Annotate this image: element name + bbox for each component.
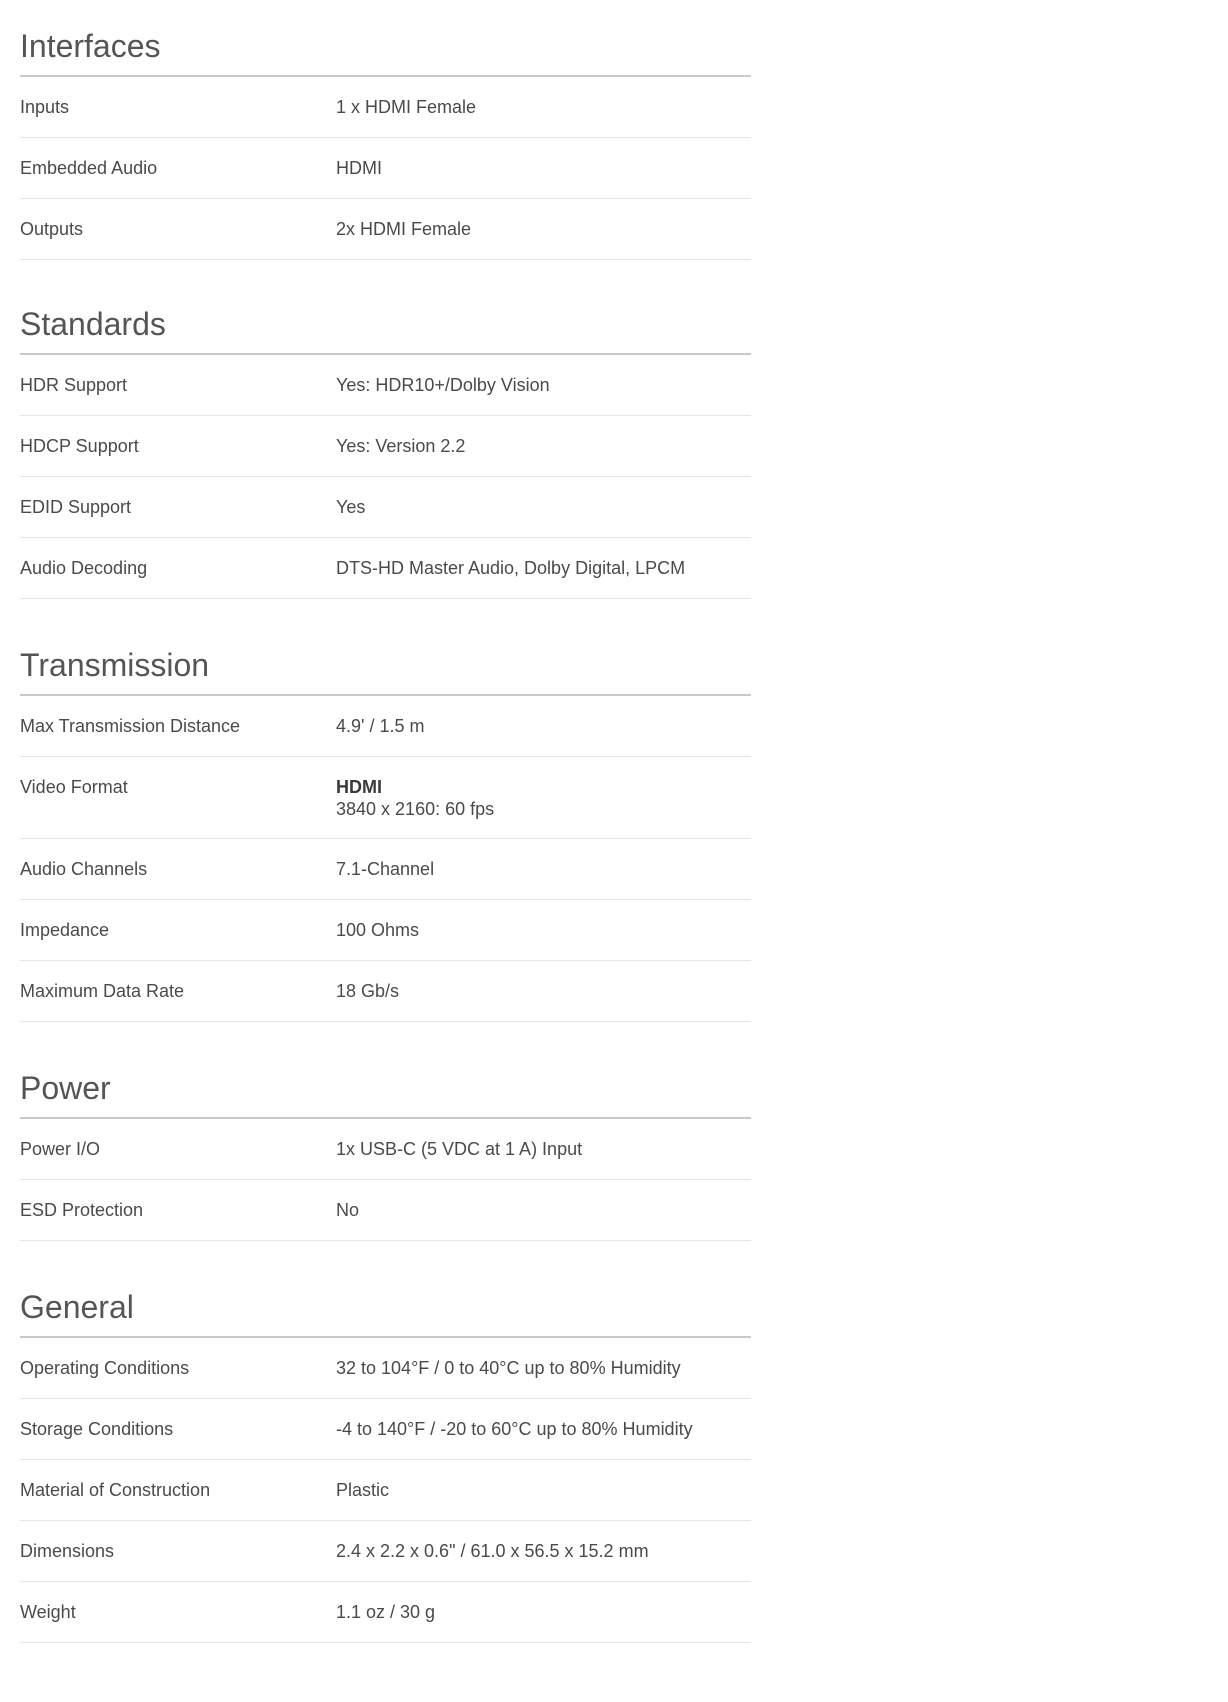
spec-label: Storage Conditions <box>20 1419 174 1439</box>
spec-value: Yes: Version 2.2 <box>336 436 466 456</box>
spec-value: DTS-HD Master Audio, Dolby Digital, LPCM <box>336 558 686 578</box>
spec-row-video-format <box>20 757 751 839</box>
spec-label: Dimensions <box>20 1541 115 1561</box>
spec-value: 1.1 oz / 30 g <box>336 1602 436 1622</box>
spec-value: 32 to 104°F / 0 to 40°C up to 80% Humidity <box>336 1358 681 1378</box>
section-general <box>20 1241 751 1643</box>
spec-row-esd-protection <box>20 1180 751 1241</box>
spec-value: 18 Gb/s <box>336 981 400 1001</box>
section-title: Standards <box>20 260 751 355</box>
spec-list <box>20 696 751 1022</box>
spec-value: HDMI <box>336 158 382 178</box>
spec-row-max-transmission-distance <box>20 696 751 757</box>
spec-label: EDID Support <box>20 497 132 517</box>
spec-row-dimensions <box>20 1521 751 1582</box>
spec-value: Yes: HDR10+/Dolby Vision <box>336 375 550 395</box>
spec-row-storage-conditions <box>20 1399 751 1460</box>
spec-row-impedance <box>20 900 751 961</box>
spec-value-heading: HDMI <box>336 777 382 797</box>
section-title: Interfaces <box>20 0 751 77</box>
spec-label: ESD Protection <box>20 1200 144 1220</box>
specifications-table <box>20 0 751 1643</box>
section-title: General <box>20 1241 751 1338</box>
spec-label: Max Transmission Distance <box>20 716 241 736</box>
spec-value: Yes <box>336 497 366 517</box>
spec-value: -4 to 140°F / -20 to 60°C up to 80% Humidity <box>336 1419 693 1439</box>
spec-row-hdr-support <box>20 355 751 416</box>
spec-list <box>20 1338 751 1643</box>
spec-row-operating-conditions <box>20 1338 751 1399</box>
section-title: Power <box>20 1022 751 1119</box>
spec-list <box>20 77 751 260</box>
spec-value-detail: 3840 x 2160: 60 fps <box>336 799 495 819</box>
spec-label: Embedded Audio <box>20 158 158 178</box>
spec-row-material-of-construction <box>20 1460 751 1521</box>
spec-row-inputs <box>20 77 751 138</box>
section-transmission <box>20 599 751 1022</box>
spec-row-embedded-audio <box>20 138 751 199</box>
spec-value: 2x HDMI Female <box>336 219 472 239</box>
spec-label: HDR Support <box>20 375 128 395</box>
spec-row-audio-channels <box>20 839 751 900</box>
section-interfaces <box>20 0 751 260</box>
section-power <box>20 1022 751 1241</box>
spec-row-outputs <box>20 199 751 260</box>
spec-value: No <box>336 1200 360 1220</box>
spec-label: Video Format <box>20 777 128 797</box>
spec-label: Material of Construction <box>20 1480 211 1500</box>
spec-row-weight <box>20 1582 751 1643</box>
spec-label: Impedance <box>20 920 110 940</box>
spec-label: Maximum Data Rate <box>20 981 185 1001</box>
spec-value <box>336 757 751 838</box>
spec-value: 2.4 x 2.2 x 0.6" / 61.0 x 56.5 x 15.2 mm <box>336 1541 649 1561</box>
spec-value: 7.1-Channel <box>336 859 435 879</box>
spec-value: 1 x HDMI Female <box>336 97 477 117</box>
spec-row-maximum-data-rate <box>20 961 751 1022</box>
spec-label: Operating Conditions <box>20 1358 190 1378</box>
spec-label: Inputs <box>20 97 70 117</box>
spec-row-hdcp-support <box>20 416 751 477</box>
section-standards <box>20 260 751 599</box>
section-title: Transmission <box>20 599 751 696</box>
spec-label: Audio Decoding <box>20 558 148 578</box>
spec-value: 1x USB-C (5 VDC at 1 A) Input <box>336 1139 583 1159</box>
spec-label: Outputs <box>20 219 84 239</box>
spec-list <box>20 1119 751 1241</box>
spec-list <box>20 355 751 599</box>
spec-value: 4.9' / 1.5 m <box>336 716 425 736</box>
spec-label: Audio Channels <box>20 859 148 879</box>
spec-value: 100 Ohms <box>336 920 420 940</box>
spec-label: Power I/O <box>20 1139 101 1159</box>
spec-row-power-io <box>20 1119 751 1180</box>
spec-label: Weight <box>20 1602 76 1622</box>
spec-row-audio-decoding <box>20 538 751 599</box>
spec-value: Plastic <box>336 1480 390 1500</box>
spec-row-edid-support <box>20 477 751 538</box>
spec-label: HDCP Support <box>20 436 139 456</box>
